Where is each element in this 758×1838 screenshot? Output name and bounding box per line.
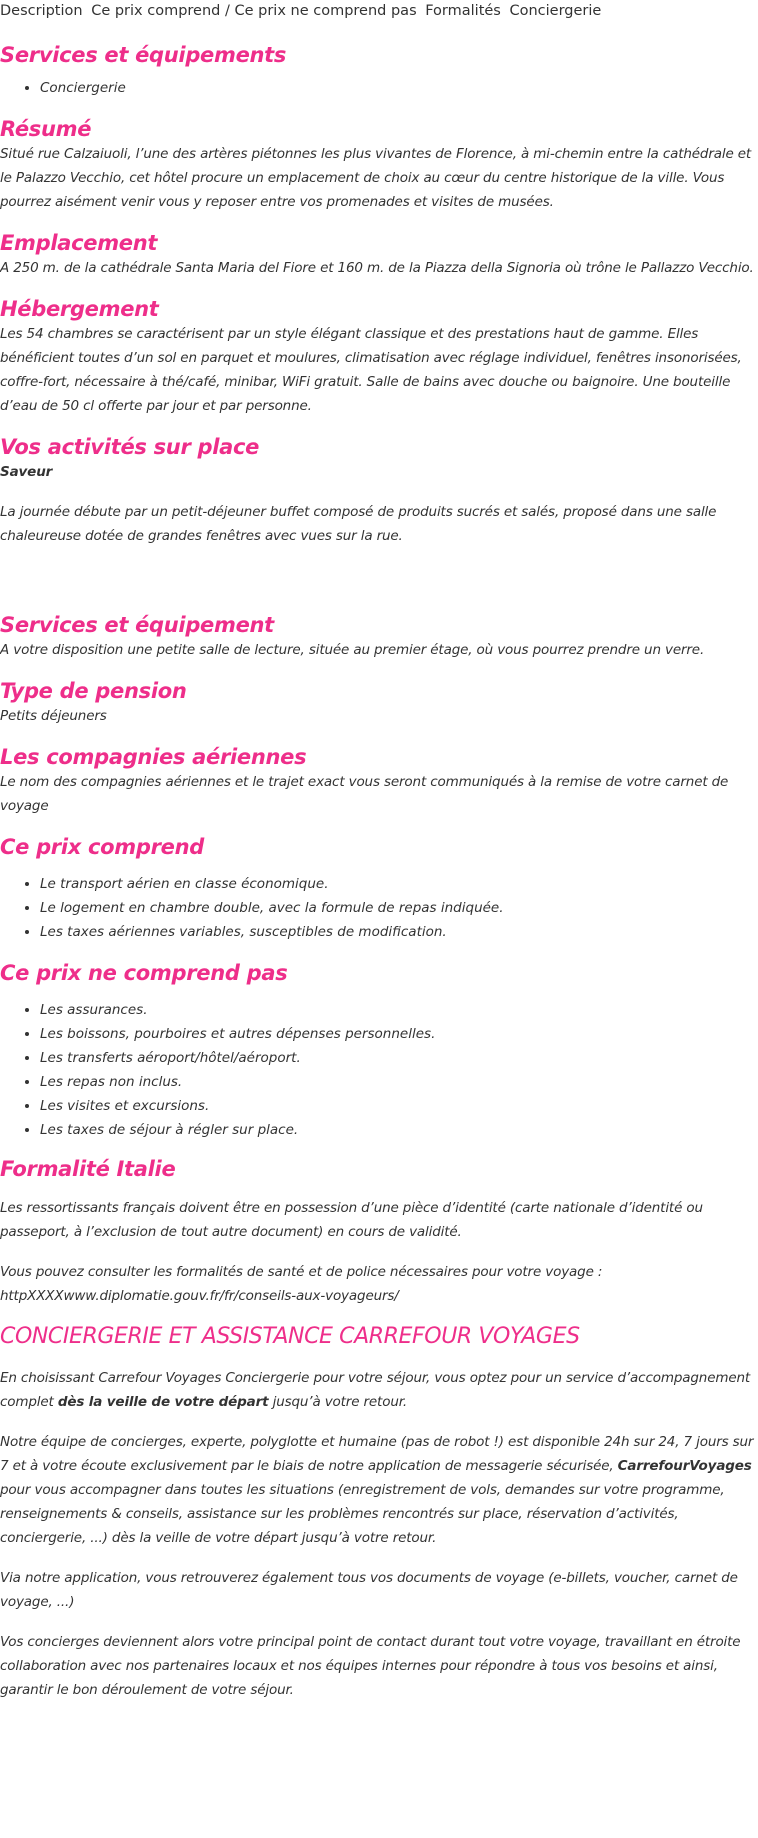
- formalite-consult-row: [0, 1260, 758, 1308]
- resume-title: Résumé: [0, 117, 92, 141]
- emplacement-title: Emplacement: [0, 231, 158, 255]
- comprend-list: [0, 872, 758, 944]
- compagnies-title: Les compagnies aériennes: [0, 745, 307, 769]
- formalite-title: Formalité Italie: [0, 1157, 176, 1181]
- formalite-text: Les ressortissants français doivent être en possession d’une pièce d’identité (carte nationale d’identité ou passeport, à l’exclusion de tout autre document) en cours de validité.: [0, 1200, 703, 1240]
- ne-comprend-list: [0, 998, 758, 1142]
- list-item: • Les taxes aériennes variables, susceptibles de modification.: [40, 920, 758, 944]
- tab-description[interactable]: Description: [0, 3, 83, 19]
- conciergerie-p2-start: Notre équipe de concierges, experte, polyglotte et humaine (pas de robot !) est disponible 24h sur 24, 7 jours sur 7 et à votre écoute exclusivement par le biais de notre application de messagerie sécurisée,: [0, 1434, 754, 1474]
- list-item: • Le transport aérien en classe économique.: [40, 872, 758, 896]
- list-item: • Le logement en chambre double, avec la formule de repas indiquée.: [40, 896, 758, 920]
- activites-subtitle: Saveur: [0, 464, 53, 480]
- conciergerie-p2: [0, 1430, 758, 1550]
- conciergerie-p1: [0, 1366, 758, 1414]
- resume-text: Situé rue Calzaiuoli, l’une des artères piétonnes les plus vivantes de Florence, à mi-chemin entre la cathédrale et le Palazzo Vecchio, cet hôtel procure un emplacement de choix au cœur du centre historique de la ville. Vous pourrez aisément venir vous y reposer entre vos promenades et visites de musées.: [0, 146, 752, 210]
- services-equipement-title: Services et équipement: [0, 613, 274, 637]
- list-item: • Les transferts aéroport/hôtel/aéroport.: [40, 1046, 758, 1070]
- formalite-link[interactable]: httpXXXXwww.diplomatie.gouv.fr/fr/conseils-aux-voyageurs/: [0, 1288, 399, 1304]
- tab-conciergerie[interactable]: Conciergerie: [509, 3, 602, 19]
- comprend-title: Ce prix comprend: [0, 835, 204, 859]
- list-item: • Les boissons, pourboires et autres dépenses personnelles.: [40, 1022, 758, 1046]
- list-item: • Les taxes de séjour à régler sur place.: [40, 1118, 758, 1142]
- services-title: Services et équipements: [0, 43, 287, 67]
- activites-subtitle-row: [0, 460, 758, 484]
- conciergerie-p3: Via notre application, vous retrouverez également tous vos documents de voyage (e-billets, voucher, carnet de voyage, ...): [0, 1570, 738, 1610]
- list-item: • Les assurances.: [40, 998, 758, 1022]
- services-list: [0, 76, 758, 100]
- conciergerie-title: CONCIERGERIE ET ASSISTANCE CARREFOUR VOYAGES: [0, 1324, 580, 1349]
- compagnies-text: Le nom des compagnies aériennes et le trajet exact vous seront communiqués à la remise de votre carnet de voyage: [0, 774, 729, 814]
- pension-text: Petits déjeuners: [0, 708, 107, 724]
- conciergerie-p1-bold: dès la veille de votre départ: [57, 1394, 269, 1410]
- services-equipement-text: A votre disposition une petite salle de lecture, située au premier étage, où vous pourrez prendre un verre.: [0, 642, 705, 658]
- hebergement-text: Les 54 chambres se caractérisent par un style élégant classique et des prestations haut de gamme. Elles bénéficient toutes d’un sol en parquet et moulures, climatisation avec réglage individuel, fenêtres insonorisées, coffre-fort, nécessaire à thé/café, minibar, WiFi gratuit. Salle de bains avec douche ou baignoire. Une bouteille d’eau de 50 cl offerte par jour et par personne.: [0, 326, 742, 414]
- list-item: • Conciergerie: [40, 76, 758, 100]
- activites-title: Vos activités sur place: [0, 435, 260, 459]
- conciergerie-p2-end: pour vous accompagner dans toutes les situations (enregistrement de vols, demandes sur votre programme, renseignements & conseils, assistance sur les problèmes rencontrés sur place, réservation d’activités, conciergerie, ...) dès la veille de votre départ jusqu’à votre retour.: [0, 1482, 725, 1546]
- conciergerie-p1-start: En choisissant Carrefour Voyages Conciergerie pour votre séjour, vous optez pour un service d’accompagnement complet: [0, 1370, 751, 1410]
- conciergerie-p4: Vos concierges deviennent alors votre principal point de contact durant tout votre voyage, travaillant en étroite collaboration avec nos partenaires locaux et nos équipes internes pour répondre à tous vos besoins et ainsi, garantir le bon déroulement de votre séjour.: [0, 1634, 741, 1698]
- emplacement-text: A 250 m. de la cathédrale Santa Maria del Fiore et 160 m. de la Piazza della Signoria où trône le Pallazzo Vecchio.: [0, 260, 754, 276]
- tab-formalites[interactable]: Formalités: [425, 3, 501, 19]
- conciergerie-p2-bold: CarrefourVoyages: [617, 1458, 752, 1474]
- tab-prix[interactable]: Ce prix comprend / Ce prix ne comprend pas: [91, 3, 417, 19]
- pension-title: Type de pension: [0, 679, 187, 703]
- list-item: • Les repas non inclus.: [40, 1070, 758, 1094]
- formalite-consult-text: Vous pouvez consulter les formalités de santé et de police nécessaires pour votre voyage :: [0, 1264, 603, 1280]
- activites-text: La journée débute par un petit-déjeuner buffet composé de produits sucrés et salés, proposé dans une salle chaleureuse dotée de grandes fenêtres avec vues sur la rue.: [0, 504, 717, 544]
- hebergement-title: Hébergement: [0, 297, 159, 321]
- list-item: • Les visites et excursions.: [40, 1094, 758, 1118]
- conciergerie-p1-end: jusqu’à votre retour.: [268, 1394, 408, 1410]
- tab-bar: [0, 0, 758, 22]
- ne-comprend-title: Ce prix ne comprend pas: [0, 961, 288, 985]
